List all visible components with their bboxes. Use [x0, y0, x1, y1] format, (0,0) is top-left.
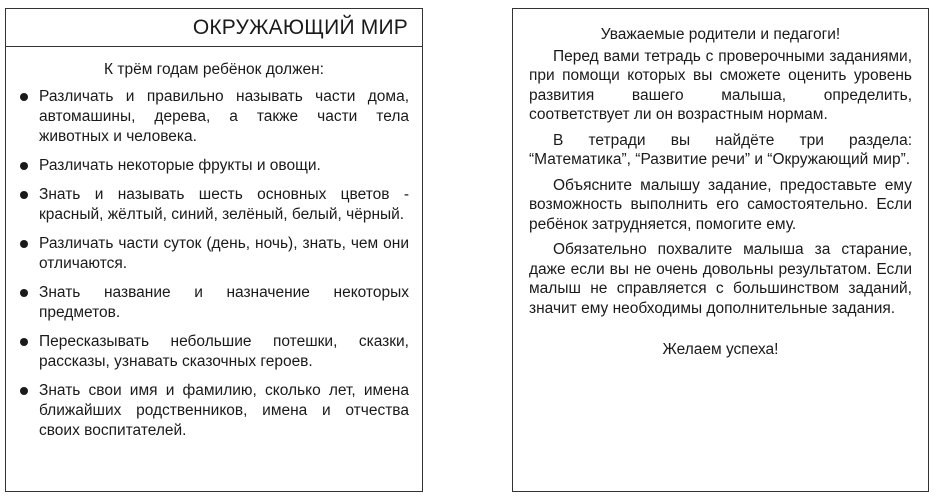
list-item-text: Знать свои имя и фамилию, сколько лет, имена ближайших родственников, имена и отчества своих воспитателей. — [39, 382, 409, 439]
left-page-panel — [5, 8, 423, 492]
left-page-header — [6, 9, 422, 47]
list-item — [6, 185, 409, 225]
list-item-text: Пересказывать небольшие потешки, сказки, рассказы, узнавать сказочных героев. — [39, 333, 409, 370]
skills-intro: К трём годам ребёнок должен: — [104, 61, 324, 78]
list-item-text: Знать название и назначение некоторых предметов. — [39, 284, 409, 321]
list-item-text: Различать и правильно называть части дома, автомашины, дерева, а также части тела животных и человека. — [39, 88, 409, 145]
letter-paragraph: Обязательно похвалите малыша за старание, даже если вы не очень довольны результатом. Если малыш не справляется с большинством заданий, значит ему необходимы дополнительные задания. — [529, 241, 912, 317]
bullet-dot-icon — [20, 338, 28, 346]
greeting: Уважаемые родители и педагоги! — [600, 26, 841, 43]
list-item — [6, 87, 409, 147]
letter-body — [513, 9, 928, 360]
bullet-dot-icon — [20, 191, 28, 199]
right-page-panel — [512, 8, 929, 492]
bullet-dot-icon — [20, 289, 28, 297]
list-item-text: Знать и называть шесть основных цветов - красный, жёлтый, синий, зелёный, белый, чёрный. — [39, 186, 409, 223]
list-item — [6, 332, 409, 372]
bullet-dot-icon — [20, 162, 28, 170]
list-item-text: Различать некоторые фрукты и овощи. — [39, 157, 321, 174]
list-item — [6, 234, 409, 274]
letter-paragraph: В тетради вы найдёте три раздела: “Математика”, “Развитие речи” и “Окружающий мир”. — [529, 131, 912, 168]
letter-paragraph: Перед вами тетрадь с проверочными заданиями, при помощи которых вы сможете оценить уровень развития вашего малыша, определить, соответствует ли он возрастным нормам. — [529, 47, 912, 123]
closing-wish: Желаем успеха! — [662, 341, 779, 358]
bullet-dot-icon — [20, 387, 28, 395]
bullet-dot-icon — [20, 240, 28, 248]
list-item — [6, 156, 409, 176]
skills-list — [6, 87, 422, 441]
list-item — [6, 283, 409, 323]
list-item — [6, 381, 409, 441]
bullet-dot-icon — [20, 93, 28, 101]
list-item-text: Различать части суток (день, ночь), знать, чем они отличаются. — [39, 235, 409, 272]
page-title: ОКРУЖАЮЩИЙ МИР — [192, 15, 408, 39]
letter-paragraph: Объясните малышу задание, предоставьте ему возможность выполнить его самостоятельно. Если ребёнок затрудняется, помогите ему. — [529, 176, 912, 233]
